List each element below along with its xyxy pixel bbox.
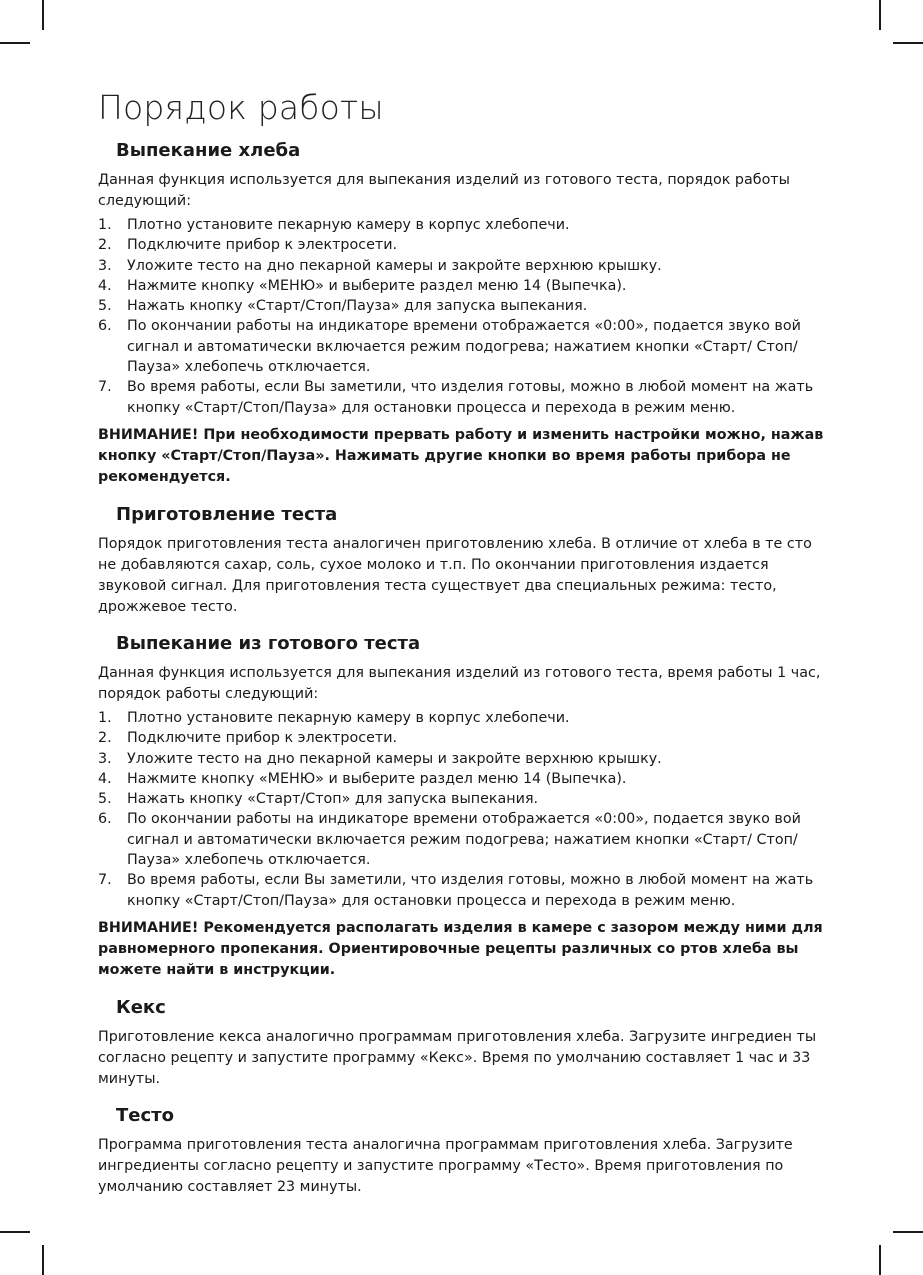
crop-mark <box>879 1245 881 1275</box>
section-intro: Порядок приготовления теста аналогичен приготовлению хлеба. В отличие от хлеба в те сто не добавляются сахар, соль, сухое молоко и т.п. По окончании приготовления издается звуковой сигнал. Для приготовления теста существует два специальных режима: тесто, дрожжевое тесто. <box>98 535 812 615</box>
section-intro: Данная функция используется для выпекания изделий из готового теста, порядок работы следующий: <box>98 172 790 209</box>
list-item: 4. Нажмите кнопку «МЕНЮ» и выберите раздел меню 14 (Выпечка). <box>98 770 627 787</box>
list-item: 5. Нажать кнопку «Старт/Стоп» для запуска выпекания. <box>98 791 539 808</box>
crop-mark <box>879 0 881 30</box>
crop-mark <box>42 1245 44 1275</box>
list-item: 7. Во время работы, если Вы заметили, что изделия готовы, можно в любой момент на жать кнопку «Старт/Стоп/Пауза» для остановки процесса и перехода в режим меню. <box>98 379 814 416</box>
list-item: 1. Плотно установите пекарную камеру в корпус хлебопечи. <box>98 217 570 233</box>
steps-list <box>98 215 826 418</box>
crop-mark <box>893 42 923 44</box>
section-dough-preparation <box>98 502 826 631</box>
section-bread-baking <box>98 138 826 488</box>
page-content <box>98 84 826 1201</box>
list-item: 2. Подключите прибор к электросети. <box>98 730 398 747</box>
page-title: Порядок работы <box>98 88 384 127</box>
crop-mark <box>893 1231 923 1233</box>
list-item: 6. По окончании работы на индикаторе времени отображается «0:00», подается звуко вой сигнал и автоматически включается режим подогрева; нажатием кнопки «Старт/ Стоп/Пауза» хлебопечь отключается. <box>98 811 801 869</box>
section-title: Кекс <box>116 996 166 1018</box>
list-item: 7. Во время работы, если Вы заметили, что изделия готовы, можно в любой момент на жать кнопку «Старт/Стоп/Пауза» для остановки процесса и перехода в режим меню. <box>98 872 814 909</box>
section-intro: Данная функция используется для выпекания изделий из готового теста, время работы 1 час, порядок работы следующий: <box>98 664 821 702</box>
section-title: Выпекание из готового теста <box>116 632 421 654</box>
list-item: 4. Нажмите кнопку «МЕНЮ» и выберите раздел меню 14 (Выпечка). <box>98 277 627 294</box>
section-intro: Приготовление кекса аналогично программам приготовления хлеба. Загрузите ингредиен ты согласно рецепту и запустите программу «Кекс». Время по умолчанию составляет 1 час и 33 минуты. <box>98 1028 817 1087</box>
section-dough <box>98 1103 826 1198</box>
list-item: 3. Уложите тесто на дно пекарной камеры и закройте верхнюю крышку. <box>98 257 662 274</box>
section-cake <box>98 995 826 1103</box>
list-item: 2. Подключите прибор к электросети. <box>98 237 398 254</box>
section-title: Приготовление теста <box>116 503 338 525</box>
warning-note: ВНИМАНИЕ! Рекомендуется располагать изделия в камере с зазором между ними для равномерного пропекания. Ориентировочные рецепты различных со ртов хлеба вы можете найти в инструкции. <box>98 919 823 978</box>
section-ready-dough-baking <box>98 631 826 981</box>
list-item: 1. Плотно установите пекарную камеру в корпус хлебопечи. <box>98 709 570 726</box>
crop-mark <box>0 42 30 44</box>
warning-note: ВНИМАНИЕ! При необходимости прервать работу и изменить настройки можно, нажав кнопку «Старт/Стоп/Пауза». Нажимать другие кнопки во время работы прибора не рекомендуется. <box>98 426 824 485</box>
section-intro: Программа приготовления теста аналогична программам приготовления хлеба. Загрузите ингредиенты согласно рецепту и запустите программу «Тесто». Время приготовления по умолчанию составляет 23 минуты. <box>98 1136 793 1195</box>
list-item: 6. По окончании работы на индикаторе времени отображается «0:00», подается звуко вой сигнал и автоматически включается режим подогрева; нажатием кнопки «Старт/ Стоп/Пауза» хлебопечь отключается. <box>98 318 801 376</box>
crop-mark <box>42 0 44 30</box>
list-item: 3. Уложите тесто на дно пекарной камеры и закройте верхнюю крышку. <box>98 750 662 767</box>
steps-list <box>98 708 826 911</box>
list-item: 5. Нажать кнопку «Старт/Стоп/Пауза» для запуска выпекания. <box>98 298 588 315</box>
section-title: Тесто <box>116 1104 174 1126</box>
crop-mark <box>0 1231 30 1233</box>
section-title: Выпекание хлеба <box>116 140 301 161</box>
